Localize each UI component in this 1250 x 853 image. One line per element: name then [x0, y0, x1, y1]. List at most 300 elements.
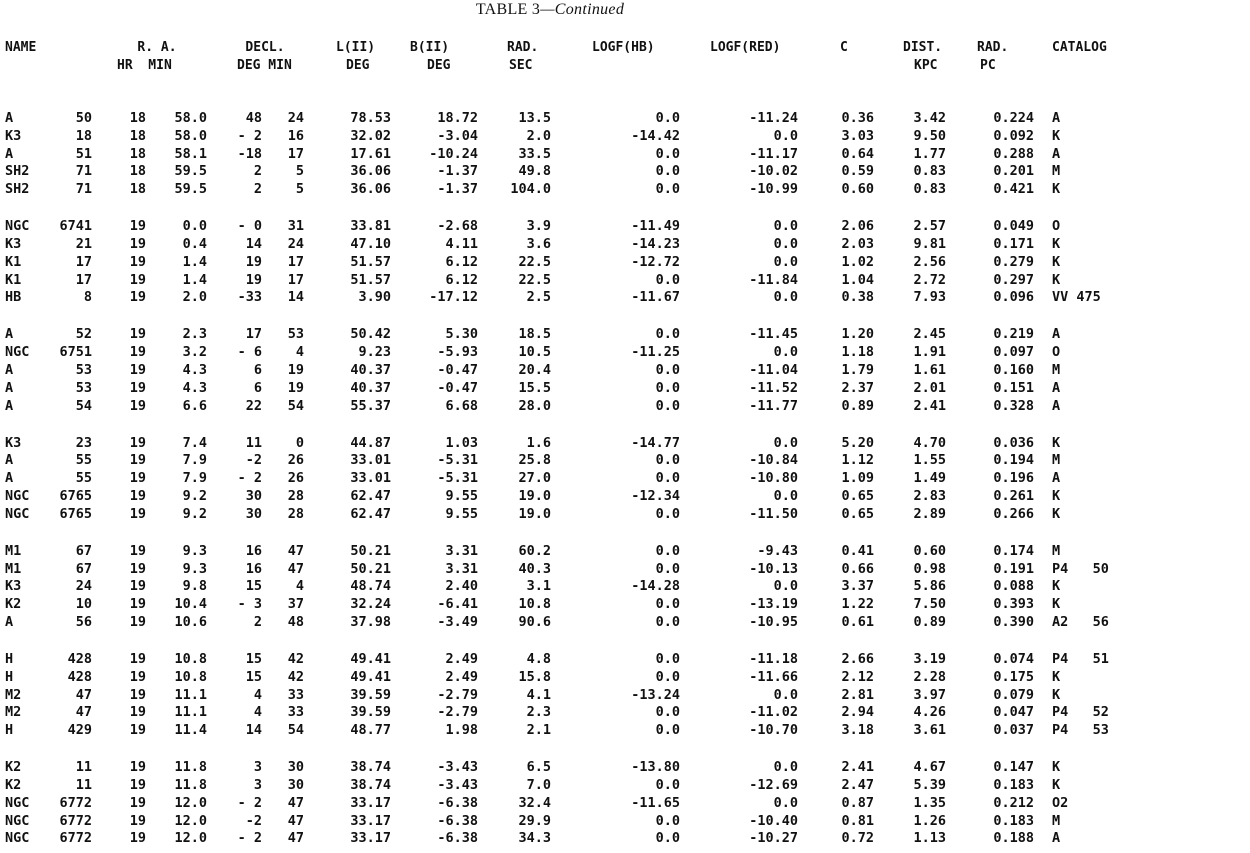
name-number: 51	[75, 145, 92, 162]
b2-deg: -0.47	[437, 379, 478, 396]
b2-deg: 4.11	[445, 236, 478, 252]
column-header: R. A.	[137, 40, 177, 55]
dist-kpc: 4.67	[913, 759, 946, 776]
catalog: A	[1052, 110, 1061, 126]
catalog: A2 56	[1052, 614, 1109, 630]
ra-hour: 19	[129, 812, 146, 829]
ra-hour: 19	[129, 236, 146, 252]
l2-deg: 62.47	[350, 488, 391, 504]
name-prefix: K3	[5, 127, 22, 144]
rad-sec: 22.5	[518, 253, 551, 270]
decl-deg: 16	[245, 560, 262, 577]
decl-deg: 15	[245, 651, 262, 667]
name-number: 6772	[59, 812, 92, 829]
logf-red: -10.95	[749, 614, 798, 630]
l2-deg: 48.77	[350, 722, 391, 739]
logf-red: -11.77	[749, 397, 798, 414]
logf-hb: 0.0	[655, 651, 680, 667]
rad-pc: 0.160	[993, 362, 1034, 378]
l2-deg: 51.57	[350, 253, 391, 270]
b2-deg: -2.79	[437, 704, 478, 721]
catalog: K	[1052, 505, 1061, 522]
b2-deg: -3.43	[437, 759, 478, 776]
decl-min: 4	[295, 578, 304, 595]
b2-deg: 3.31	[445, 560, 478, 577]
decl-min: 24	[287, 236, 304, 252]
rad-pc: 0.288	[993, 145, 1034, 162]
decl-deg: -2	[245, 812, 262, 829]
rad-sec: 15.5	[518, 379, 551, 396]
name-prefix: A	[5, 110, 14, 126]
logf-hb: 0.0	[655, 614, 680, 630]
dist-kpc: 1.26	[913, 812, 946, 829]
dist-kpc: 7.93	[913, 289, 946, 306]
l2-deg: 33.01	[350, 470, 391, 487]
logf-hb: -14.77	[631, 434, 680, 451]
ra-hour: 18	[129, 181, 146, 198]
l2-deg: 33.17	[350, 794, 391, 811]
dist-kpc: 1.49	[913, 470, 946, 487]
decl-min: 19	[287, 379, 304, 396]
b2-deg: 3.31	[445, 542, 478, 559]
decl-min: 17	[287, 253, 304, 270]
decl-deg: - 2	[237, 470, 262, 487]
catalog: A	[1052, 326, 1061, 343]
catalog: K	[1052, 181, 1061, 198]
ra-min: 9.2	[182, 488, 207, 504]
catalog: K	[1052, 127, 1061, 144]
ra-min: 4.3	[182, 379, 207, 396]
rad-pc: 0.328	[993, 397, 1034, 414]
name-prefix: NGC	[5, 812, 30, 829]
logf-hb: 0.0	[655, 397, 680, 414]
rad-pc: 0.037	[993, 722, 1034, 739]
l2-deg: 33.17	[350, 830, 391, 847]
l2-deg: 51.57	[350, 271, 391, 288]
rad-pc: 0.174	[993, 542, 1034, 559]
decl-deg: 22	[245, 397, 262, 414]
c-value: 2.66	[841, 651, 874, 667]
catalog: P4 51	[1052, 651, 1109, 667]
c-value: 0.65	[841, 488, 874, 504]
dist-kpc: 0.89	[913, 614, 946, 630]
name-prefix: K3	[5, 578, 22, 595]
l2-deg: 62.47	[350, 505, 391, 522]
rad-pc: 0.393	[993, 596, 1034, 613]
c-value: 0.64	[841, 145, 874, 162]
c-value: 1.09	[841, 470, 874, 487]
ra-min: 58.0	[174, 110, 207, 126]
decl-deg: - 2	[237, 794, 262, 811]
name-prefix: H	[5, 651, 14, 667]
name-number: 429	[67, 722, 92, 739]
b2-deg: 2.49	[445, 668, 478, 685]
ra-hour: 19	[129, 578, 146, 595]
catalog: M	[1052, 362, 1061, 378]
logf-red: -11.52	[749, 379, 798, 396]
logf-red: -13.19	[749, 596, 798, 613]
name-prefix: A	[5, 470, 14, 487]
ra-hour: 19	[129, 651, 146, 667]
b2-deg: -1.37	[437, 181, 478, 198]
decl-deg: 4	[253, 686, 262, 703]
rad-pc: 0.097	[993, 344, 1034, 361]
dist-kpc: 1.91	[913, 344, 946, 361]
name-prefix: M2	[5, 686, 22, 703]
rad-sec: 49.8	[518, 163, 551, 180]
logf-hb: 0.0	[655, 163, 680, 180]
rad-pc: 0.421	[993, 181, 1034, 198]
rad-pc: 0.194	[993, 452, 1034, 469]
dist-kpc: 1.13	[913, 830, 946, 847]
decl-min: 4	[295, 344, 304, 361]
logf-red: -11.84	[749, 271, 798, 288]
logf-hb: -12.34	[631, 488, 680, 504]
decl-deg: - 3	[237, 596, 262, 613]
dist-kpc: 4.26	[913, 704, 946, 721]
ra-min: 11.1	[174, 686, 207, 703]
b2-deg: -5.31	[437, 470, 478, 487]
name-prefix: K1	[5, 271, 22, 288]
c-value: 0.81	[841, 812, 874, 829]
l2-deg: 36.06	[350, 181, 391, 198]
name-prefix: A	[5, 452, 14, 469]
decl-deg: 30	[245, 505, 262, 522]
name-prefix: M1	[5, 542, 22, 559]
logf-hb: -11.49	[631, 218, 680, 235]
c-value: 1.12	[841, 452, 874, 469]
decl-min: 47	[287, 560, 304, 577]
c-value: 1.20	[841, 326, 874, 343]
name-prefix: H	[5, 668, 14, 685]
decl-min: 42	[287, 651, 304, 667]
name-number: 55	[75, 452, 92, 469]
rad-sec: 2.3	[526, 704, 551, 721]
logf-red: -11.45	[749, 326, 798, 343]
catalog: O2	[1052, 794, 1069, 811]
name-prefix: K1	[5, 253, 22, 270]
ra-hour: 19	[129, 596, 146, 613]
l2-deg: 38.74	[350, 777, 391, 793]
name-number: 428	[67, 651, 92, 667]
rad-pc: 0.079	[993, 686, 1034, 703]
decl-deg: 6	[253, 362, 262, 378]
ra-min: 10.6	[174, 614, 207, 630]
decl-deg: 14	[245, 722, 262, 739]
logf-red: -10.99	[749, 181, 798, 198]
ra-hour: 19	[129, 686, 146, 703]
rad-pc: 0.297	[993, 271, 1034, 288]
name-number: 23	[75, 434, 92, 451]
rad-sec: 60.2	[518, 542, 551, 559]
decl-min: 47	[287, 830, 304, 847]
catalog: K	[1052, 236, 1061, 252]
rad-sec: 3.9	[526, 218, 551, 235]
rad-sec: 6.5	[526, 759, 551, 776]
catalog: K	[1052, 578, 1061, 595]
logf-hb: -14.23	[631, 236, 680, 252]
column-subheader: DEG	[427, 58, 451, 73]
rad-sec: 28.0	[518, 397, 551, 414]
c-value: 1.04	[841, 271, 874, 288]
rad-pc: 0.196	[993, 470, 1034, 487]
catalog: A	[1052, 379, 1061, 396]
name-prefix: NGC	[5, 830, 30, 847]
dist-kpc: 1.77	[913, 145, 946, 162]
table-title	[0, 1, 1100, 19]
name-number: 67	[75, 542, 92, 559]
name-number: 47	[75, 686, 92, 703]
column-subheader: PC	[980, 58, 996, 73]
catalog: A	[1052, 470, 1061, 487]
rad-sec: 18.5	[518, 326, 551, 343]
name-number: 18	[75, 127, 92, 144]
dist-kpc: 3.42	[913, 110, 946, 126]
catalog: A	[1052, 145, 1061, 162]
ra-hour: 19	[129, 253, 146, 270]
c-value: 1.02	[841, 253, 874, 270]
ra-min: 2.0	[182, 289, 207, 306]
c-value: 0.41	[841, 542, 874, 559]
l2-deg: 9.23	[358, 344, 391, 361]
l2-deg: 50.42	[350, 326, 391, 343]
logf-hb: -12.72	[631, 253, 680, 270]
rad-sec: 7.0	[526, 777, 551, 793]
name-prefix: K3	[5, 236, 22, 252]
ra-hour: 19	[129, 794, 146, 811]
column-subheader: DEG	[346, 58, 370, 73]
logf-hb: 0.0	[655, 542, 680, 559]
l2-deg: 17.61	[350, 145, 391, 162]
decl-deg: - 2	[237, 830, 262, 847]
name-prefix: A	[5, 379, 14, 396]
name-number: 6765	[59, 488, 92, 504]
rad-pc: 0.074	[993, 651, 1034, 667]
dist-kpc: 9.50	[913, 127, 946, 144]
rad-pc: 0.183	[993, 777, 1034, 793]
decl-deg: -33	[237, 289, 262, 306]
l2-deg: 39.59	[350, 686, 391, 703]
name-prefix: A	[5, 145, 14, 162]
ra-hour: 19	[129, 218, 146, 235]
l2-deg: 78.53	[350, 110, 391, 126]
ra-min: 58.0	[174, 127, 207, 144]
name-prefix: A	[5, 614, 14, 630]
b2-deg: -17.12	[429, 289, 478, 306]
column-header: L(II)	[336, 40, 376, 55]
c-value: 5.20	[841, 434, 874, 451]
ra-min: 4.3	[182, 362, 207, 378]
b2-deg: -6.38	[437, 812, 478, 829]
dist-kpc: 0.83	[913, 163, 946, 180]
dist-kpc: 2.72	[913, 271, 946, 288]
logf-red: 0.0	[773, 253, 798, 270]
c-value: 0.60	[841, 181, 874, 198]
logf-hb: -11.65	[631, 794, 680, 811]
logf-hb: 0.0	[655, 326, 680, 343]
catalog: VV 475	[1052, 289, 1101, 306]
rad-pc: 0.390	[993, 614, 1034, 630]
dist-kpc: 3.97	[913, 686, 946, 703]
ra-hour: 19	[129, 668, 146, 685]
logf-red: 0.0	[773, 488, 798, 504]
name-prefix: K3	[5, 434, 22, 451]
decl-min: 33	[287, 686, 304, 703]
l2-deg: 39.59	[350, 704, 391, 721]
logf-red: -10.84	[749, 452, 798, 469]
logf-hb: 0.0	[655, 452, 680, 469]
logf-red: 0.0	[773, 794, 798, 811]
column-subheader: HR MIN	[117, 58, 172, 73]
rad-sec: 2.5	[526, 289, 551, 306]
ra-hour: 19	[129, 722, 146, 739]
dist-kpc: 2.28	[913, 668, 946, 685]
b2-deg: -5.93	[437, 344, 478, 361]
ra-min: 9.2	[182, 505, 207, 522]
decl-deg: 3	[253, 759, 262, 776]
logf-hb: 0.0	[655, 777, 680, 793]
dist-kpc: 1.35	[913, 794, 946, 811]
name-number: 6772	[59, 830, 92, 847]
logf-hb: 0.0	[655, 668, 680, 685]
decl-min: 14	[287, 289, 304, 306]
decl-min: 33	[287, 704, 304, 721]
name-number: 71	[75, 181, 92, 198]
logf-red: 0.0	[773, 127, 798, 144]
logf-red: -9.43	[757, 542, 798, 559]
rad-sec: 22.5	[518, 271, 551, 288]
c-value: 0.36	[841, 110, 874, 126]
decl-min: 28	[287, 488, 304, 504]
logf-red: -11.02	[749, 704, 798, 721]
logf-red: -12.69	[749, 777, 798, 793]
decl-deg: - 0	[237, 218, 262, 235]
dist-kpc: 4.70	[913, 434, 946, 451]
rad-sec: 3.6	[526, 236, 551, 252]
decl-deg: 2	[253, 614, 262, 630]
l2-deg: 47.10	[350, 236, 391, 252]
ra-min: 59.5	[174, 163, 207, 180]
name-number: 10	[75, 596, 92, 613]
name-number: 6741	[59, 218, 92, 235]
name-number: 47	[75, 704, 92, 721]
catalog: A	[1052, 397, 1061, 414]
catalog: K	[1052, 777, 1061, 793]
catalog: M	[1052, 452, 1061, 469]
name-prefix: M1	[5, 560, 22, 577]
dist-kpc: 1.55	[913, 452, 946, 469]
decl-deg: 11	[245, 434, 262, 451]
l2-deg: 3.90	[358, 289, 391, 306]
dist-kpc: 0.83	[913, 181, 946, 198]
l2-deg: 40.37	[350, 379, 391, 396]
logf-red: -10.27	[749, 830, 798, 847]
b2-deg: -5.31	[437, 452, 478, 469]
logf-red: -11.24	[749, 110, 798, 126]
decl-min: 5	[295, 181, 304, 198]
dist-kpc: 0.60	[913, 542, 946, 559]
catalog: K	[1052, 253, 1061, 270]
rad-pc: 0.092	[993, 127, 1034, 144]
logf-red: -10.70	[749, 722, 798, 739]
logf-red: -10.80	[749, 470, 798, 487]
ra-min: 9.3	[182, 560, 207, 577]
ra-hour: 19	[129, 777, 146, 793]
decl-deg: 4	[253, 704, 262, 721]
logf-hb: 0.0	[655, 812, 680, 829]
rad-sec: 20.4	[518, 362, 551, 378]
name-number: 53	[75, 362, 92, 378]
decl-deg: 15	[245, 668, 262, 685]
rad-sec: 1.6	[526, 434, 551, 451]
dist-kpc: 9.81	[913, 236, 946, 252]
b2-deg: -6.38	[437, 830, 478, 847]
name-number: 21	[75, 236, 92, 252]
rad-pc: 0.261	[993, 488, 1034, 504]
logf-hb: 0.0	[655, 110, 680, 126]
logf-hb: 0.0	[655, 505, 680, 522]
l2-deg: 37.98	[350, 614, 391, 630]
dist-kpc: 5.86	[913, 578, 946, 595]
decl-min: 26	[287, 452, 304, 469]
rad-pc: 0.036	[993, 434, 1034, 451]
ra-min: 3.2	[182, 344, 207, 361]
logf-red: 0.0	[773, 434, 798, 451]
logf-red: -11.04	[749, 362, 798, 378]
rad-sec: 90.6	[518, 614, 551, 630]
name-prefix: NGC	[5, 488, 30, 504]
decl-deg: 6	[253, 379, 262, 396]
b2-deg: 6.68	[445, 397, 478, 414]
dist-kpc: 0.98	[913, 560, 946, 577]
name-number: 52	[75, 326, 92, 343]
logf-hb: -14.42	[631, 127, 680, 144]
name-prefix: M2	[5, 704, 22, 721]
l2-deg: 49.41	[350, 668, 391, 685]
catalog: M	[1052, 163, 1061, 180]
logf-hb: 0.0	[655, 181, 680, 198]
decl-min: 30	[287, 777, 304, 793]
rad-sec: 10.8	[518, 596, 551, 613]
ra-hour: 19	[129, 452, 146, 469]
name-number: 53	[75, 379, 92, 396]
rad-pc: 0.188	[993, 830, 1034, 847]
column-header: DIST.	[903, 40, 943, 55]
rad-sec: 4.8	[526, 651, 551, 667]
logf-red: 0.0	[773, 289, 798, 306]
l2-deg: 49.41	[350, 651, 391, 667]
decl-min: 19	[287, 362, 304, 378]
ra-min: 0.0	[182, 218, 207, 235]
rad-pc: 0.191	[993, 560, 1034, 577]
logf-red: -11.66	[749, 668, 798, 685]
ra-min: 9.8	[182, 578, 207, 595]
catalog: M	[1052, 812, 1061, 829]
ra-min: 7.9	[182, 452, 207, 469]
decl-min: 24	[287, 110, 304, 126]
ra-hour: 19	[129, 542, 146, 559]
rad-sec: 19.0	[518, 505, 551, 522]
c-value: 0.89	[841, 397, 874, 414]
name-prefix: A	[5, 362, 14, 378]
catalog: K	[1052, 759, 1061, 776]
b2-deg: -0.47	[437, 362, 478, 378]
catalog: O	[1052, 218, 1061, 235]
dist-kpc: 2.41	[913, 397, 946, 414]
c-value: 1.18	[841, 344, 874, 361]
ra-min: 11.1	[174, 704, 207, 721]
decl-min: 54	[287, 722, 304, 739]
